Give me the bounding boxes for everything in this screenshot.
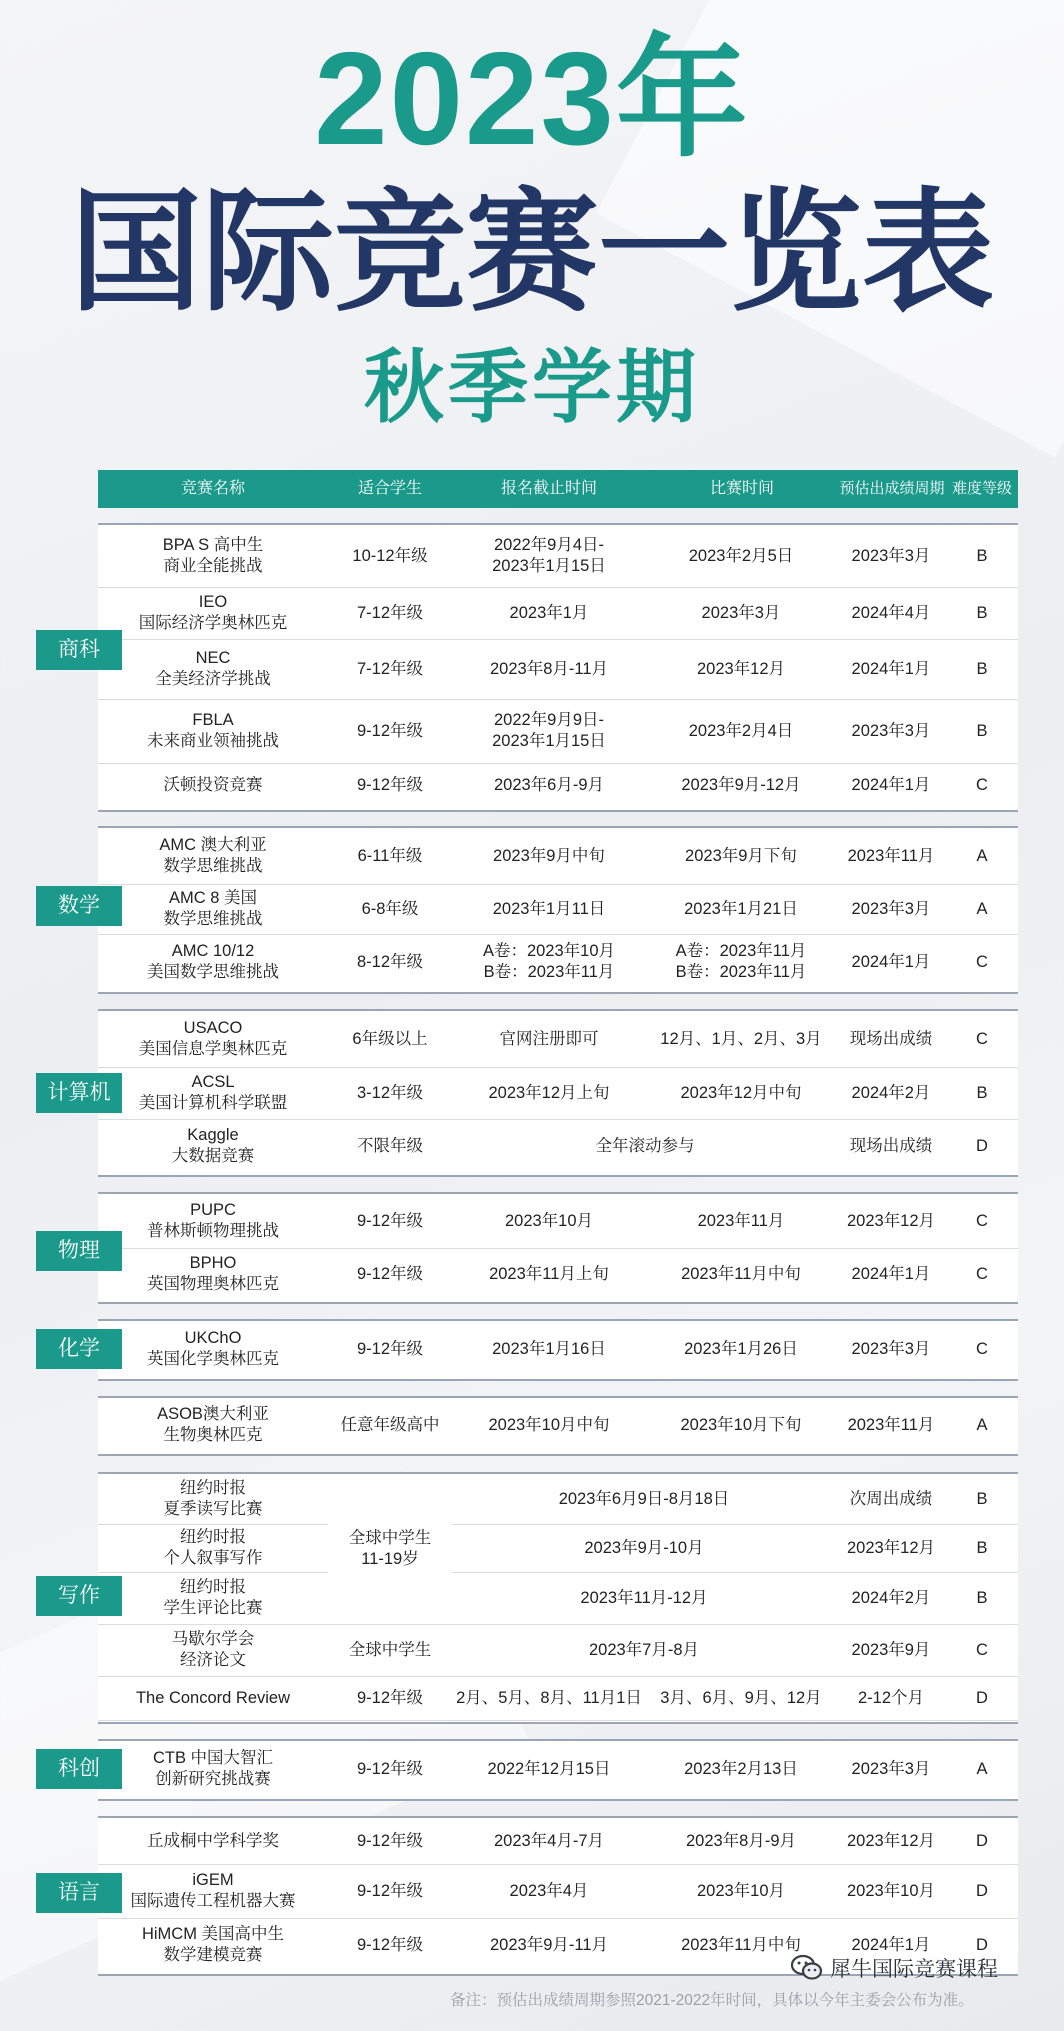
students: 9-12年级: [356, 776, 424, 794]
competition-time: 2023年2月5日: [688, 546, 794, 565]
table-row: [98, 1194, 1018, 1249]
competition-time: 12月、1月、2月、3月: [660, 1029, 822, 1048]
competition-name: FBLA 未来商业领袖挑战: [147, 711, 279, 750]
table-row: [98, 1248, 1018, 1300]
registration: 2023年1月16日: [492, 1339, 606, 1358]
group-writing: [98, 1472, 1018, 1724]
students: 6-8年级: [361, 899, 419, 918]
table-row: [98, 587, 1018, 640]
students: 9-12年级: [356, 1831, 424, 1850]
registration: 2023年10月中旬: [488, 1415, 610, 1434]
students: 9-12年级: [356, 1211, 424, 1230]
registration: 2022年9月9日- 2023年1月15日: [492, 711, 606, 750]
students: 9-12年级: [356, 1759, 424, 1778]
students: 3-12年级: [356, 1083, 424, 1102]
category-math: 数学: [36, 886, 122, 926]
category-physics: 物理: [36, 1231, 122, 1271]
table-row: [98, 1676, 1018, 1721]
category-writing: 写作: [36, 1576, 122, 1616]
level: C: [976, 1264, 988, 1283]
competition-name: IEO 国际经济学奥林匹克: [138, 593, 288, 632]
table-row: [98, 1398, 1018, 1452]
table-row: [98, 699, 1018, 764]
competition-time: 2023年2月4日: [688, 721, 794, 740]
registration-and-time: 全年滚动参与: [595, 1136, 695, 1155]
category-chemistry: 化学: [36, 1329, 122, 1369]
table-row: [98, 763, 1018, 808]
registration-and-time: 2023年11月-12月: [580, 1588, 708, 1607]
level: D: [976, 1136, 988, 1155]
level: D: [976, 1688, 988, 1707]
table-row: [98, 639, 1018, 700]
registration: 2023年4月: [509, 1881, 589, 1900]
competition-time: A卷：2023年11月 B卷：2023年11月: [675, 942, 807, 981]
students: 10-12年级: [352, 546, 428, 565]
category-innovation: 科创: [36, 1749, 122, 1789]
header-name: 竞赛名称: [180, 480, 245, 497]
table-row: [98, 1818, 1018, 1865]
competition-name: iGEM 国际遗传工程机器大赛: [130, 1871, 296, 1910]
page-subtitle: 秋季学期: [364, 343, 700, 432]
registration: 官网注册即可: [499, 1029, 599, 1048]
level: C: [976, 1339, 988, 1358]
level: B: [976, 721, 988, 740]
competition-name: The Concord Review: [135, 1688, 291, 1707]
students: 7-12年级: [356, 659, 424, 678]
students: 9-12年级: [356, 1688, 424, 1707]
competition-name: AMC 10/12 美国数学思维挑战: [147, 942, 279, 981]
table-row: [98, 525, 1018, 588]
competition-name: AMC 澳大利亚 数学思维挑战: [159, 836, 267, 875]
result-period: 2023年11月: [847, 1415, 935, 1434]
result-period: 2023年3月: [851, 1339, 931, 1358]
competition-time: 2023年12月中旬: [680, 1083, 802, 1102]
level: D: [976, 1881, 988, 1900]
competition-name: USACO 美国信息学奥林匹克: [138, 1019, 288, 1058]
category-business: 商科: [36, 630, 122, 670]
competition-name: Kaggle 大数据竞赛: [171, 1126, 255, 1165]
competition-time: 2023年8月-9月: [685, 1831, 797, 1850]
result-period: 2024年2月: [851, 1588, 931, 1607]
competition-time: 2023年11月中旬: [681, 1264, 801, 1283]
competition-name: 纽约时报 个人叙事写作: [163, 1528, 263, 1567]
competition-name: BPA S 高中生 商业全能挑战: [162, 536, 264, 575]
students: 不限年级: [357, 1136, 423, 1155]
level: B: [976, 603, 988, 622]
header-level: 难度等级: [951, 480, 1012, 497]
competition-name: 纽约时报 夏季读写比赛: [163, 1479, 263, 1518]
competition-time: 3月、6月、9月、12月: [660, 1688, 822, 1707]
level: B: [976, 1538, 988, 1557]
level: B: [976, 1083, 988, 1102]
competition-name: UKChO 英国化学奥林匹克: [147, 1329, 279, 1368]
competition-time: 2023年11月: [697, 1211, 785, 1230]
result-period: 2024年1月: [851, 952, 931, 971]
registration: 2023年6月-9月: [493, 776, 605, 794]
registration: 2023年4月-7月: [493, 1831, 605, 1850]
table-row: [98, 1741, 1018, 1797]
competition-time: 2023年1月21日: [684, 899, 798, 918]
competition-name: PUPC 普林斯顿物理挑战: [147, 1201, 279, 1240]
result-period: 2023年3月: [851, 899, 931, 918]
table-header: [98, 470, 1018, 508]
result-period: 2023年10月: [846, 1881, 936, 1900]
table-row: [98, 1864, 1018, 1919]
category-language: 语言: [36, 1873, 122, 1913]
level: D: [976, 1935, 988, 1954]
competition-time: 2023年9月下旬: [685, 846, 797, 865]
registration-and-time: 2023年6月9日-8月18日: [558, 1489, 730, 1508]
level: B: [976, 1489, 988, 1508]
registration-and-time: 2023年7月-8月: [588, 1640, 700, 1659]
competition-time: 2023年12月: [696, 659, 786, 678]
registration: 2023年12月上旬: [488, 1083, 610, 1102]
table-row: [98, 1624, 1018, 1677]
result-period: 2023年12月: [846, 1211, 936, 1230]
title-year: 2023年: [314, 25, 750, 172]
category-computer: 计算机: [36, 1073, 122, 1113]
table-row: [98, 1524, 1018, 1573]
group-math: [98, 826, 1018, 994]
table-row: [98, 1321, 1018, 1377]
students: 9-12年级: [356, 1935, 424, 1954]
level: C: [976, 776, 988, 794]
competition-time: 2023年10月下旬: [680, 1415, 802, 1434]
students-merged: 全球中学生: [348, 1640, 432, 1659]
level: B: [976, 659, 988, 678]
result-period: 2024年1月: [851, 1264, 931, 1283]
header-students: 适合学生: [357, 480, 422, 497]
level: A: [976, 846, 988, 865]
students: 9-12年级: [356, 1881, 424, 1900]
competition-time: 2023年3月: [701, 603, 781, 622]
result-period: 2024年2月: [851, 1083, 931, 1102]
competition-time: 2023年11月中旬: [681, 1935, 801, 1954]
competition-name: AMC 8 美国 数学思维挑战: [163, 889, 263, 928]
table-row: [98, 1119, 1018, 1173]
result-period: 2023年12月: [846, 1831, 936, 1850]
header-registration: 报名截止时间: [500, 480, 597, 497]
table-row: [98, 1572, 1018, 1625]
header-competition-time: 比赛时间: [709, 480, 774, 497]
students: 6-11年级: [357, 846, 423, 865]
result-period: 2023年3月: [851, 1759, 931, 1778]
level: C: [976, 1640, 988, 1659]
header-result-period: 预估出成绩周期: [839, 480, 945, 497]
students: 9-12年级: [356, 1264, 424, 1283]
registration: A卷：2023年10月 B卷：2023年11月: [482, 942, 616, 981]
group-computer: [98, 1009, 1018, 1177]
group-biology: [98, 1396, 1018, 1456]
result-period: 2024年1月: [851, 776, 931, 794]
registration: 2023年9月中旬: [493, 846, 605, 865]
competition-time: 2023年9月-12月: [681, 776, 801, 794]
competition-name: CTB 中国大智汇 创新研究挑战赛: [152, 1749, 274, 1788]
level: C: [976, 952, 988, 971]
brand-name: 犀牛国际竞赛课程: [830, 1958, 998, 1981]
result-period: 2024年4月: [851, 603, 931, 622]
wechat-icon: [790, 1953, 824, 1983]
registration-and-time: 2023年9月-10月: [584, 1538, 704, 1557]
group-physics: [98, 1192, 1018, 1304]
page-title: 国际竞赛一览表: [70, 179, 994, 326]
level: B: [976, 546, 988, 565]
competition-time: 2023年1月26日: [684, 1339, 798, 1358]
table-row: [98, 934, 1018, 990]
competition-name: BPHO 英国物理奥林匹克: [147, 1254, 279, 1293]
students: 6年级以上: [352, 1029, 428, 1048]
level: C: [976, 1211, 988, 1230]
competition-name: NEC 全美经济学挑战: [155, 649, 271, 688]
registration: 2月、5月、8月、11月1日: [456, 1688, 642, 1707]
registration: 2023年10月: [504, 1211, 594, 1230]
competition-time: 2023年2月13日: [684, 1759, 798, 1778]
registration: 2023年8月-11月: [489, 659, 608, 678]
competition-name: 马歇尔学会 经济论文: [171, 1630, 255, 1669]
level: A: [976, 1415, 988, 1434]
result-period: 2023年9月: [851, 1640, 931, 1659]
competition-name: 丘成桐中学科学奖: [147, 1831, 279, 1850]
result-period: 现场出成绩: [849, 1136, 933, 1155]
students: 9-12年级: [356, 721, 424, 740]
students: 任意年级高中: [340, 1415, 440, 1434]
group-innovation: [98, 1739, 1018, 1801]
level: A: [976, 899, 988, 918]
registration: 2023年9月-11月: [489, 1935, 608, 1954]
group-business: [98, 523, 1018, 812]
result-period: 2023年3月: [851, 721, 931, 740]
result-period: 现场出成绩: [849, 1029, 933, 1048]
students-merged: 全球中学生 11-19岁: [328, 1474, 452, 1624]
registration: 2023年1月: [509, 603, 589, 622]
table-row: [98, 884, 1018, 935]
students: 8-12年级: [356, 952, 424, 971]
table-row: [98, 1474, 1018, 1525]
result-period: 2023年12月: [846, 1538, 936, 1557]
footnote: 备注：预估出成绩周期参照2021-2022年时间，具体以今年主委会公布为准。: [450, 1992, 974, 2009]
students: 7-12年级: [356, 603, 424, 622]
result-period: 2023年11月: [847, 846, 935, 865]
table-row: [98, 828, 1018, 885]
brand-watermark: [790, 1946, 1040, 1990]
registration: 2022年9月4日- 2023年1月15日: [492, 536, 606, 575]
students: 9-12年级: [356, 1339, 424, 1358]
registration: 2023年11月上旬: [489, 1264, 609, 1283]
competition-name: 沃顿投资竞赛: [163, 776, 263, 794]
level: D: [976, 1831, 988, 1850]
result-period: 2024年1月: [851, 1935, 931, 1954]
table-row: [98, 1067, 1018, 1120]
registration: 2023年1月11日: [492, 899, 606, 918]
competition-time: 2023年10月: [696, 1881, 786, 1900]
registration: 2022年12月15日: [487, 1759, 611, 1778]
competition-name: ACSL 美国计算机科学联盟: [138, 1073, 288, 1112]
result-period: 次周出成绩: [849, 1489, 933, 1508]
level: A: [976, 1759, 988, 1778]
competition-name: 纽约时报 学生评论比赛: [163, 1578, 263, 1617]
level: C: [976, 1029, 988, 1048]
competition-name: HiMCM 美国高中生 数学建模竞赛: [141, 1925, 285, 1964]
result-period: 2023年3月: [851, 546, 931, 565]
table-row: [98, 1011, 1018, 1068]
level: B: [976, 1588, 988, 1607]
result-period: 2024年1月: [851, 659, 931, 678]
group-chemistry: [98, 1319, 1018, 1381]
result-period: 2-12个月: [857, 1688, 925, 1707]
competition-name: ASOB澳大利亚 生物奥林匹克: [157, 1405, 269, 1444]
